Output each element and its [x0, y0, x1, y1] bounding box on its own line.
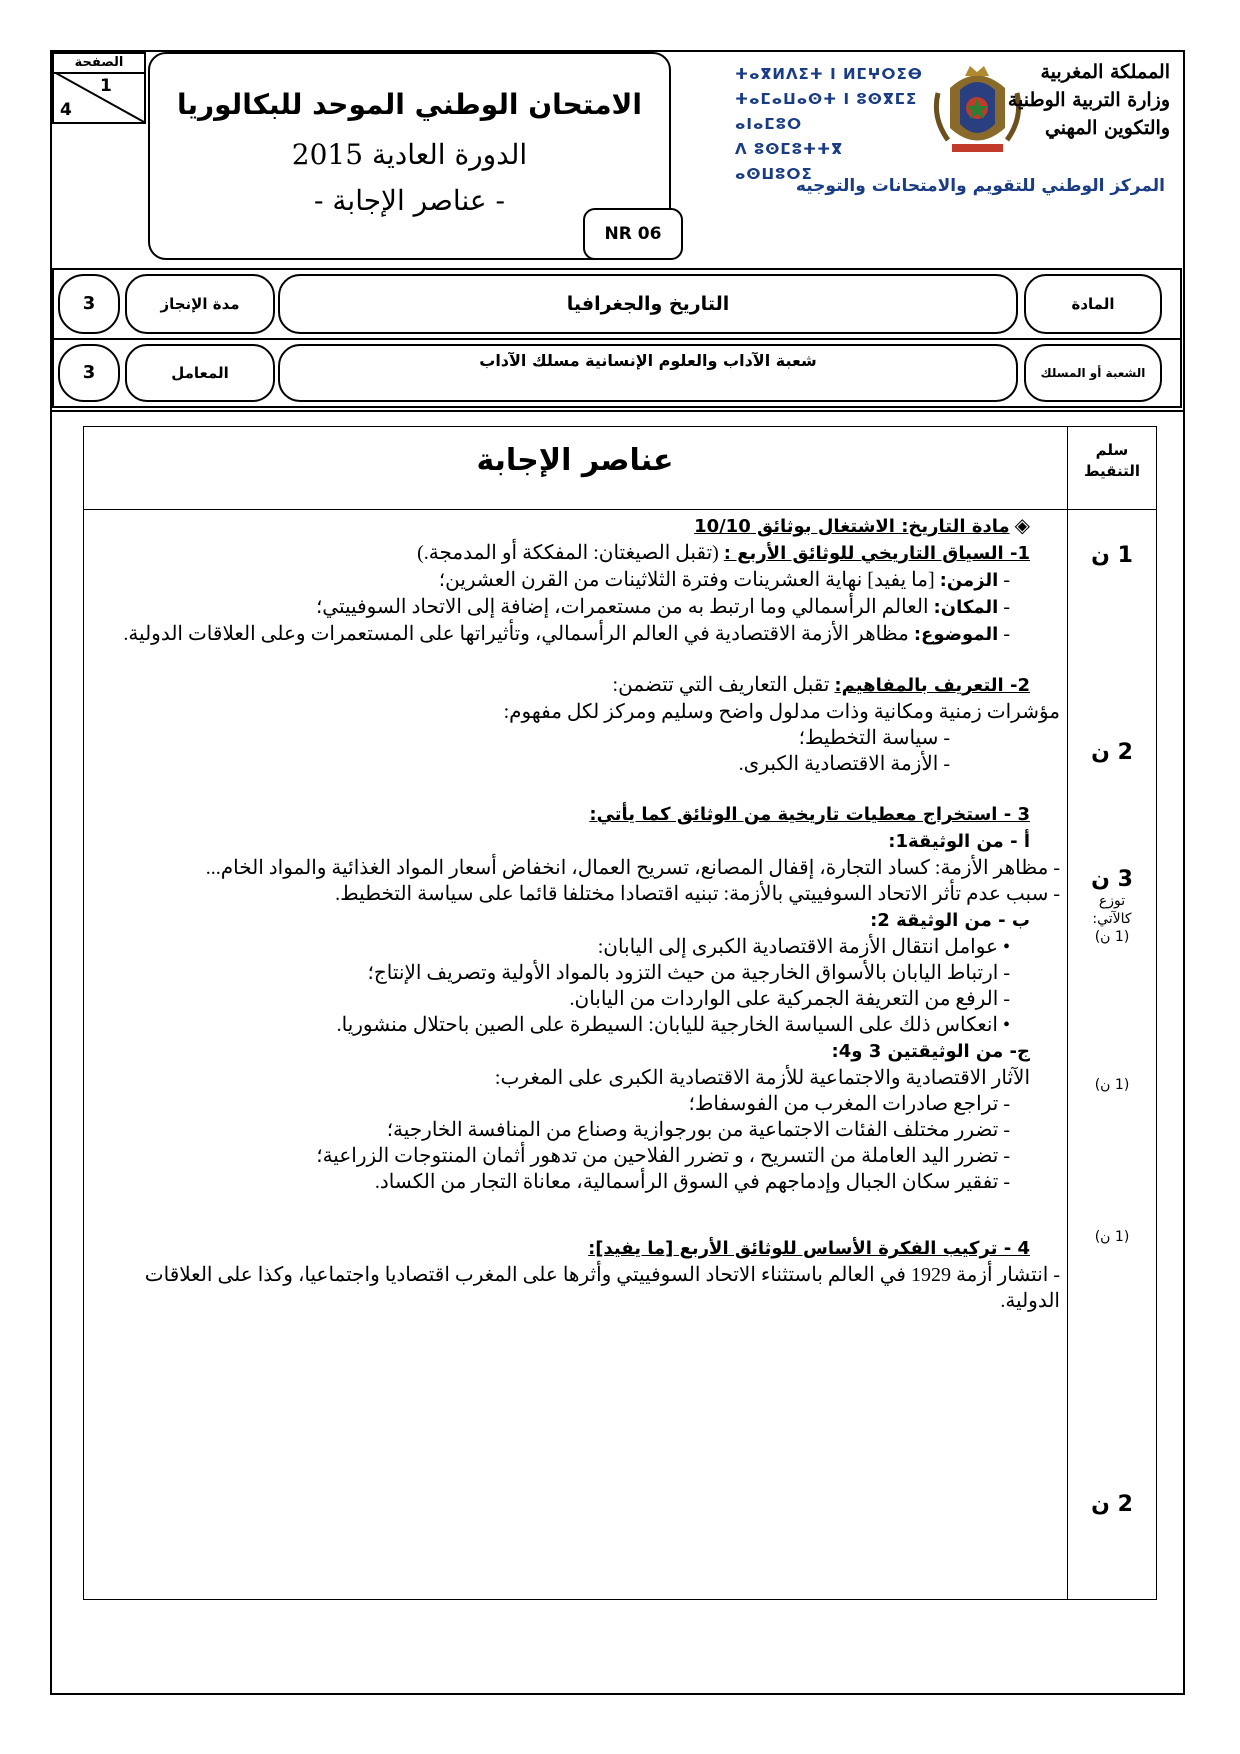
diamond-bullet-icon: ◈ [1014, 515, 1030, 537]
score-q3b [1068, 1074, 1156, 1094]
section-title: مادة التاريخ: الاشتغال بوثائق 10/10 [694, 516, 1010, 537]
q3c-item: تفقير سكان الجبال وإدماجهم في السوق الرأسمالية، معاناة التجار من الكساد. [374, 1171, 999, 1193]
q3c-line: الآثار الاقتصادية والاجتماعية للأزمة الاقتصادية الكبرى على المغرب: [494, 1067, 1030, 1089]
q2-note: تقبل التعاريف التي تتضمن: [612, 674, 830, 696]
score-q3 [1068, 867, 1156, 946]
kingdom-name: المملكة المغربية [1040, 61, 1170, 83]
q1-time: [ما يفيد] نهاية العشرينات وفترة الثلاثينات من القرن العشرين؛ [438, 569, 935, 591]
exam-session: الدورة العادية 2015 [291, 138, 528, 171]
answers-header: عناصر الإجابة [476, 443, 674, 478]
q3b-item: ارتباط اليابان بالأسواق الخارجية من حيث التزود بالمواد الأولية وتصريف الإنتاج؛ [367, 962, 999, 984]
q3b-bullet: انعكاس ذلك على السياسة الخارجية لليابان: السيطرة على الصين باحتلال منشوريا. [336, 1014, 998, 1036]
q1-place: العالم الرأسمالي وما ارتبط به من مستعمرات، إضافة إلى الاتحاد السوفييتي؛ [315, 596, 929, 618]
exam-center-name: المركز الوطني للتقويم والامتحانات والتوجيه [795, 176, 1165, 196]
scale-column-divider [1067, 426, 1068, 1600]
exam-code: NR 06 [583, 208, 683, 260]
page-number-box [52, 52, 146, 124]
q2-line: مؤشرات زمنية ومكانية وذات مدلول واضح وسليم ومركز لكل مفهوم: [503, 701, 1060, 723]
page-total: 4 [60, 100, 72, 120]
scale-header [1068, 440, 1156, 482]
q4-title: 4 - تركيب الفكرة الأساس للوثائق الأربع [ما يفيد]: [588, 1238, 1030, 1259]
score-q3c [1068, 1226, 1156, 1246]
q3a-item: - سبب عدم تأثر الاتحاد السوفييتي بالأزمة: تبنيه اقتصادا مختلفا قائما على سياسة التخطيط. [335, 883, 1060, 905]
score-q3c-value: (1 ن) [1094, 1229, 1130, 1245]
answer-content: ◈ مادة التاريخ: الاشتغال بوثائق 10/10 1- السياق التاريخي للوثائق الأربع : (تقبل الصيغتان: المفككة أو المدمجة.) - الزمن: [ما يفيد] نهاية العشرينات وفترة الثلاثينات من القرن العشرين؛ - المكان: العالم الرأسمالي وما ارتبط به من مستعمرات، إضافة إلى الاتحاد السوفييتي؛ - الموضوع: مظاهر الأزمة الاقتصادية في العالم الرأسمالي، وتأثيراتها على المستعمرات وعلى العلاقات الدولية. 2- التعريف بالمفاهيم: تقبل التعاريف التي تتضمن: مؤشرات زمنية ومكانية وذات مدلول واضح وسليم ومركز لكل مفهوم: - سياسة التخطيط؛ - الأزمة الاقتصادية الكبرى. 3 - استخراج معطيات تاريخية من الوثائق كما يأتي: أ - من الوثيقة1: - مظاهر الأزمة: كساد التجارة، إقفال المصانع، تسريح العمال، انخفاض أسعار المواد الغذائية والمواد الخام... - سبب عدم تأثر الاتحاد السوفييتي بالأزمة: تبنيه اقتصادا مختلفا قائما على سياسة التخطيط. ب - من الوثيقة 2: • عوامل انتقال الأزمة الاقتصادية الكبرى إلى اليابان: - ارتباط اليابان بالأسواق الخارجية من حيث التزود بالمواد الأولية وتصريف الإنتاج؛ - الرفع من التعريفة الجمركية على الواردات من اليابان. • انعكاس ذلك على السياسة الخارجية لليابان: السيطرة على الصين باحتلال منشوريا. ج- من الوثيقتين 3 و4: الآثار الاقتصادية والاجتماعية للأزمة الاقتصادية الكبرى على المغرب: - تراجع صادرات المغرب من الفوسفاط؛ - تضرر مختلف الفئات الاجتماعية من بورجوازية وصناع من المنافسة الخارجية؛ - تضرر اليد العاملة من التسريح ، و تضرر الفلاحين من تدهور أثمان المنتوجات الزراعية؛ - تفقير سكان الجبال وإدماجهم في السوق الرأسمالية، معاناة التجار من الكساد. 4 - تركيب الفكرة الأساس للوثائق الأربع [ما يفيد]: - انتشار أزمة 1929 في العالم باستثناء الاتحاد السوفييتي وأثرها على المغرب اقتصاديا واجتماعيا، وكذا على العلاقات الدولية. [95, 513, 1060, 1314]
score-q3-value: 3 ن [1091, 867, 1133, 892]
coefficient-label: المعامل [125, 344, 275, 402]
q1-topic-label: الموضوع: [913, 624, 999, 645]
score-q2 [1068, 740, 1156, 765]
table-header-divider [83, 509, 1157, 510]
exam-title: الامتحان الوطني الموحد للبكالوريا [176, 88, 643, 121]
tifinagh-line: ⴷ ⵓⵙⵎⵓⵜⵜⴳ ⴰⵙⵡⵓⵔⵉ [735, 140, 844, 183]
score-q2-value: 2 ن [1091, 740, 1133, 765]
duration-label: مدة الإنجاز [125, 274, 275, 334]
page-label: الصفحة [54, 54, 144, 74]
q3-title: 3 - استخراج معطيات تاريخية من الوثائق كما يأتي: [589, 804, 1030, 825]
q3c-title: ج- من الوثيقتين 3 و4: [831, 1041, 1030, 1062]
q3c-item: تضرر مختلف الفئات الاجتماعية من بورجوازية وصناع من المنافسة الخارجية؛ [386, 1119, 999, 1141]
q3a-item: - مظاهر الأزمة: كساد التجارة، إقفال المصانع، تسريح العمال، انخفاض أسعار المواد الغذائية والمواد الخام... [205, 857, 1060, 879]
subject-table-divider [52, 338, 1182, 340]
score-q3b-value: (1 ن) [1094, 1077, 1130, 1093]
scale-header-line1: سلم [1095, 441, 1129, 459]
q1-title: 1- السياق التاريخي للوثائق الأربع : [723, 543, 1030, 564]
tifinagh-header [735, 62, 925, 187]
score-q4-value: 2 ن [1091, 1492, 1133, 1517]
q2-title: 2- التعريف بالمفاهيم: [834, 675, 1030, 696]
coefficient-value: 3 [58, 344, 120, 402]
score-q3-note: توزع [1098, 893, 1126, 909]
ministry-name: وزارة التربية الوطنية [1007, 89, 1170, 111]
exam-subtitle: - عناصر الإجابة - [314, 184, 505, 217]
duration-value: 3 [58, 274, 120, 334]
score-q4 [1068, 1492, 1156, 1517]
page-current: 1 [100, 76, 112, 96]
scale-header-line2: التنقيط [1083, 462, 1140, 480]
score-q1-value: 1 ن [1091, 543, 1133, 568]
subject-value: التاريخ والجغرافيا [278, 274, 1018, 334]
q3b-title: ب - من الوثيقة 2: [870, 910, 1030, 931]
q3a-title: أ - من الوثيقة1: [888, 831, 1030, 852]
score-q3-note: كالآتي: [1092, 911, 1132, 927]
q1-time-label: الزمن: [939, 570, 999, 591]
q3c-item: تراجع صادرات المغرب من الفوسفاط؛ [688, 1093, 999, 1115]
ministry-name-2: والتكوين المهني [1044, 117, 1170, 139]
q1-topic: مظاهر الأزمة الاقتصادية في العالم الرأسمالي، وتأثيراتها على المستعمرات وعلى العلاقات الدولية. [123, 623, 909, 645]
q1-place-label: المكان: [933, 597, 999, 618]
q4-text: - انتشار أزمة 1929 في العالم باستثناء الاتحاد السوفييتي وأثرها على المغرب اقتصاديا واجتماعيا، وكذا على العلاقات الدولية. [144, 1264, 1060, 1312]
tifinagh-line: ⵜⴰⴳⵍⴷⵉⵜ ⵏ ⵍⵎⵖⵔⵉⴱ [735, 65, 923, 83]
q2-item: - سياسة التخطيط؛ [798, 727, 950, 749]
q3c-item: تضرر اليد العاملة من التسريح ، و تضرر الفلاحين من تدهور أثمان المنتوجات الزراعية؛ [316, 1145, 999, 1167]
q3b-item: الرفع من التعريفة الجمركية على الواردات من اليابان. [569, 988, 999, 1010]
q3b-bullet: عوامل انتقال الأزمة الاقتصادية الكبرى إلى اليابان: [597, 936, 998, 958]
branch-label: الشعبة أو المسلك [1024, 344, 1162, 402]
score-q3a: (1 ن) [1094, 929, 1130, 945]
header-separator [50, 410, 1185, 412]
branch-value: شعبة الآداب والعلوم الإنسانية مسلك الآداب [278, 344, 1018, 402]
score-q1 [1068, 543, 1156, 568]
q2-item: - الأزمة الاقتصادية الكبرى. [738, 753, 950, 775]
ministry-header [985, 58, 1170, 142]
tifinagh-line: ⵜⴰⵎⴰⵡⴰⵙⵜ ⵏ ⵓⵙⴳⵎⵉ ⴰⵏⴰⵎⵓⵔ [735, 90, 918, 133]
q1-note: (تقبل الصيغتان: المفككة أو المدمجة.) [417, 542, 719, 564]
subject-label: المادة [1024, 274, 1162, 334]
